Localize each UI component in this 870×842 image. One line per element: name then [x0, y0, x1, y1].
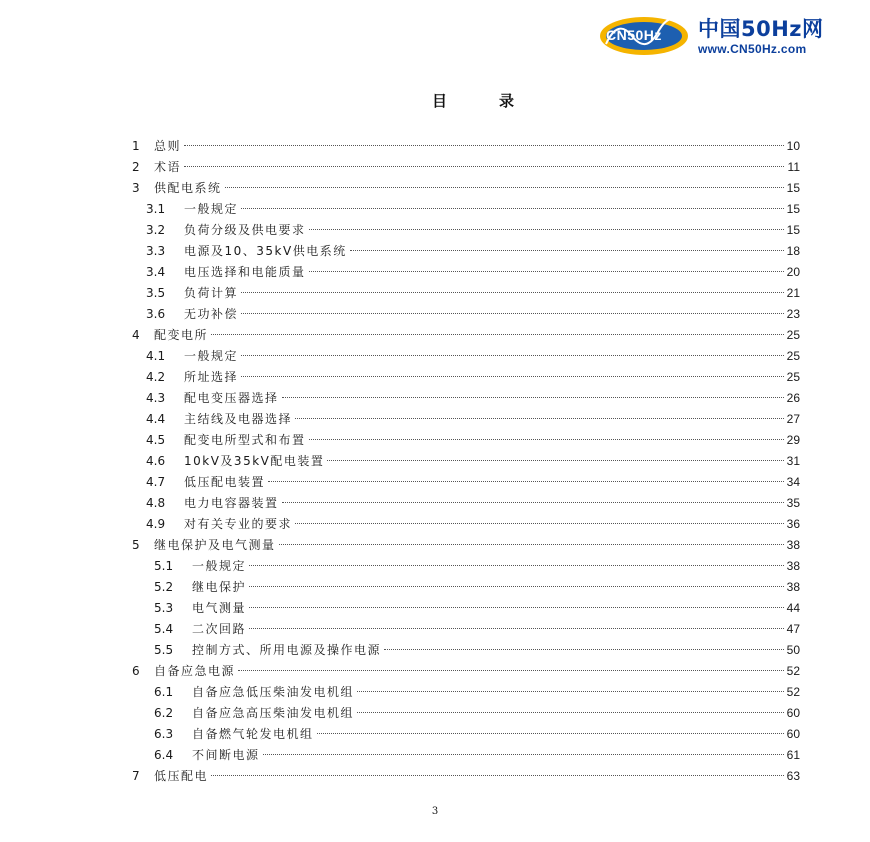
- toc-entry[interactable]: [130, 451, 800, 472]
- toc-dot-leader: [238, 670, 784, 671]
- toc-entry-page: 20: [786, 265, 800, 279]
- toc-entry[interactable]: [130, 556, 800, 577]
- toc-dot-leader: [309, 229, 784, 230]
- toc-entry-title: 配电变压器选择: [184, 391, 279, 405]
- toc-entry-page: 25: [786, 328, 800, 342]
- toc-entry-number: 3.2: [146, 223, 166, 237]
- toc-entry-page: 18: [786, 244, 800, 258]
- toc-entry-title: 不间断电源: [192, 748, 260, 762]
- toc-entry[interactable]: [130, 619, 800, 640]
- toc-entry[interactable]: [130, 346, 800, 367]
- toc-entry-number: 5.2: [154, 580, 174, 594]
- toc-dot-leader: [249, 565, 784, 566]
- toc-dot-leader: [295, 418, 784, 419]
- toc-entry-number: 4.2: [146, 370, 166, 384]
- site-logo: [598, 10, 864, 62]
- toc-dot-leader: [279, 544, 784, 545]
- toc-entry-page: 11: [787, 160, 800, 174]
- toc-entry-number: 5: [132, 538, 140, 552]
- toc-entry-title: 继电保护及电气测量: [154, 538, 276, 552]
- toc-entry[interactable]: [130, 430, 800, 451]
- toc-entry-title: 术语: [154, 160, 182, 174]
- toc-entry-title: 自备应急电源: [154, 664, 236, 678]
- toc-entry-title: 自备应急低压柴油发电机组: [192, 685, 355, 699]
- toc-dot-leader: [357, 712, 784, 713]
- toc-entry-title: 自备燃气轮发电机组: [192, 727, 314, 741]
- toc-entry-page: 47: [786, 622, 800, 636]
- toc-entry[interactable]: [130, 493, 800, 514]
- toc-entry-number: 3.1: [146, 202, 166, 216]
- toc-entry-number: 5.4: [154, 622, 174, 636]
- toc-entry-title: 二次回路: [192, 622, 247, 636]
- toc-dot-leader: [211, 334, 784, 335]
- toc-dot-leader: [309, 271, 784, 272]
- toc-entry[interactable]: [130, 262, 800, 283]
- toc-dot-leader: [249, 607, 784, 608]
- toc-entry-page: 21: [786, 286, 800, 300]
- toc-entry-number: 4.3: [146, 391, 166, 405]
- toc-entry-number: 3.6: [146, 307, 166, 321]
- toc-entry-title: 所址选择: [184, 370, 239, 384]
- toc-entry[interactable]: [130, 178, 800, 199]
- toc-entry-page: 36: [786, 517, 800, 531]
- toc-entry[interactable]: [130, 409, 800, 430]
- page-number: 3: [431, 806, 439, 817]
- toc-entry[interactable]: [130, 745, 800, 766]
- toc-dot-leader: [241, 313, 784, 314]
- toc-entry-title: 电力电容器装置: [184, 496, 279, 510]
- toc-entry-page: 26: [786, 391, 800, 405]
- toc-dot-leader: [295, 523, 784, 524]
- toc-entry-number: 6.2: [154, 706, 174, 720]
- toc-entry-page: 15: [786, 223, 800, 237]
- toc-entry[interactable]: [130, 640, 800, 661]
- toc-entry-page: 38: [786, 538, 800, 552]
- toc-entry-page: 25: [786, 349, 800, 363]
- toc-entry-page: 10: [786, 139, 800, 153]
- toc-entry-title: 继电保护: [192, 580, 247, 594]
- toc-entry-number: 6.1: [154, 685, 174, 699]
- toc-entry[interactable]: [130, 661, 800, 682]
- logo-name: 中国50Hz网: [698, 17, 824, 41]
- toc-dot-leader: [327, 460, 784, 461]
- toc-entry[interactable]: [130, 598, 800, 619]
- toc-entry-number: 4.4: [146, 412, 166, 426]
- toc-entry[interactable]: [130, 325, 800, 346]
- toc-dot-leader: [282, 397, 784, 398]
- toc-entry-page: 63: [786, 769, 800, 783]
- toc-entry-title: 电气测量: [192, 601, 247, 615]
- page-title: 目录: [432, 92, 567, 110]
- toc-dot-leader: [350, 250, 784, 251]
- table-of-contents: [130, 136, 800, 787]
- toc-entry-number: 4.1: [146, 349, 166, 363]
- toc-dot-leader: [282, 502, 784, 503]
- toc-entry[interactable]: [130, 724, 800, 745]
- toc-dot-leader: [225, 187, 784, 188]
- toc-entry-page: 27: [786, 412, 800, 426]
- toc-dot-leader: [184, 145, 784, 146]
- toc-entry-number: 3.4: [146, 265, 166, 279]
- toc-dot-leader: [357, 691, 784, 692]
- toc-entry-number: 5.1: [154, 559, 174, 573]
- toc-entry[interactable]: [130, 304, 800, 325]
- toc-entry-number: 4.5: [146, 433, 166, 447]
- toc-entry-title: 配变电所型式和布置: [184, 433, 306, 447]
- toc-entry-page: 61: [786, 748, 800, 762]
- toc-entry-title: 10kV及35kV配电装置: [184, 454, 325, 468]
- toc-entry-page: 52: [786, 685, 800, 699]
- toc-entry-title: 供配电系统: [154, 181, 222, 195]
- toc-entry-number: 3: [132, 181, 140, 195]
- toc-entry[interactable]: [130, 283, 800, 304]
- toc-dot-leader: [384, 649, 784, 650]
- toc-entry-page: 50: [786, 643, 800, 657]
- toc-dot-leader: [241, 292, 784, 293]
- toc-dot-leader: [263, 754, 784, 755]
- toc-entry[interactable]: [130, 199, 800, 220]
- toc-entry-page: 15: [786, 181, 800, 195]
- toc-entry-title: 低压配电装置: [184, 475, 266, 489]
- toc-entry[interactable]: [130, 241, 800, 262]
- toc-entry-title: 无功补偿: [184, 307, 239, 321]
- toc-entry-title: 低压配电: [154, 769, 209, 783]
- toc-entry-number: 2: [132, 160, 140, 174]
- toc-entry[interactable]: [130, 136, 800, 157]
- toc-entry-page: 52: [786, 664, 800, 678]
- logo-badge-text: CN50Hz: [606, 27, 662, 43]
- toc-entry-number: 4.9: [146, 517, 166, 531]
- toc-entry[interactable]: [130, 703, 800, 724]
- toc-entry-number: 4: [132, 328, 140, 342]
- toc-entry[interactable]: [130, 514, 800, 535]
- toc-entry-page: 60: [786, 727, 800, 741]
- toc-entry-number: 5.3: [154, 601, 174, 615]
- toc-dot-leader: [317, 733, 784, 734]
- toc-entry-number: 6.4: [154, 748, 174, 762]
- toc-entry[interactable]: [130, 367, 800, 388]
- toc-entry-page: 29: [786, 433, 800, 447]
- toc-entry-title: 配变电所: [154, 328, 209, 342]
- toc-dot-leader: [249, 586, 784, 587]
- toc-dot-leader: [241, 355, 784, 356]
- toc-entry-title: 负荷分级及供电要求: [184, 223, 306, 237]
- toc-entry[interactable]: [130, 766, 800, 787]
- toc-dot-leader: [184, 166, 784, 167]
- toc-entry-page: 60: [786, 706, 800, 720]
- toc-entry-number: 3.5: [146, 286, 166, 300]
- toc-entry-title: 电源及10、35kV供电系统: [184, 244, 347, 258]
- toc-entry-number: 4.8: [146, 496, 166, 510]
- toc-entry-title: 电压选择和电能质量: [184, 265, 306, 279]
- toc-entry-number: 3.3: [146, 244, 166, 258]
- toc-entry-number: 1: [132, 139, 140, 153]
- toc-entry-title: 一般规定: [184, 202, 239, 216]
- toc-entry-number: 4.6: [146, 454, 166, 468]
- toc-entry-number: 6.3: [154, 727, 174, 741]
- toc-entry-title: 主结线及电器选择: [184, 412, 293, 426]
- toc-entry-page: 38: [786, 559, 800, 573]
- logo-url: www.CN50Hz.com: [698, 42, 807, 56]
- toc-entry[interactable]: [130, 535, 800, 556]
- toc-entry-title: 对有关专业的要求: [184, 517, 293, 531]
- toc-entry-number: 4.7: [146, 475, 166, 489]
- toc-entry-title: 负荷计算: [184, 286, 239, 300]
- toc-entry-title: 一般规定: [184, 349, 239, 363]
- toc-entry-page: 38: [786, 580, 800, 594]
- toc-entry[interactable]: [130, 157, 800, 178]
- toc-dot-leader: [241, 376, 784, 377]
- toc-dot-leader: [241, 208, 784, 209]
- toc-entry-number: 7: [132, 769, 140, 783]
- toc-entry-page: 15: [786, 202, 800, 216]
- toc-entry-title: 一般规定: [192, 559, 247, 573]
- toc-entry-title: 总则: [154, 139, 182, 153]
- toc-entry[interactable]: [130, 682, 800, 703]
- toc-entry[interactable]: [130, 472, 800, 493]
- toc-entry-page: 34: [786, 475, 800, 489]
- toc-dot-leader: [309, 439, 784, 440]
- toc-entry[interactable]: [130, 577, 800, 598]
- toc-entry-page: 35: [786, 496, 800, 510]
- toc-entry-page: 23: [786, 307, 800, 321]
- toc-dot-leader: [211, 775, 784, 776]
- toc-entry[interactable]: [130, 388, 800, 409]
- toc-entry-number: 5.5: [154, 643, 174, 657]
- toc-entry[interactable]: [130, 220, 800, 241]
- toc-entry-title: 自备应急高压柴油发电机组: [192, 706, 355, 720]
- toc-entry-page: 44: [786, 601, 800, 615]
- toc-dot-leader: [268, 481, 784, 482]
- toc-dot-leader: [249, 628, 784, 629]
- toc-entry-number: 6: [132, 664, 140, 678]
- toc-entry-page: 31: [786, 454, 800, 468]
- toc-entry-page: 25: [786, 370, 800, 384]
- toc-entry-title: 控制方式、所用电源及操作电源: [192, 643, 382, 657]
